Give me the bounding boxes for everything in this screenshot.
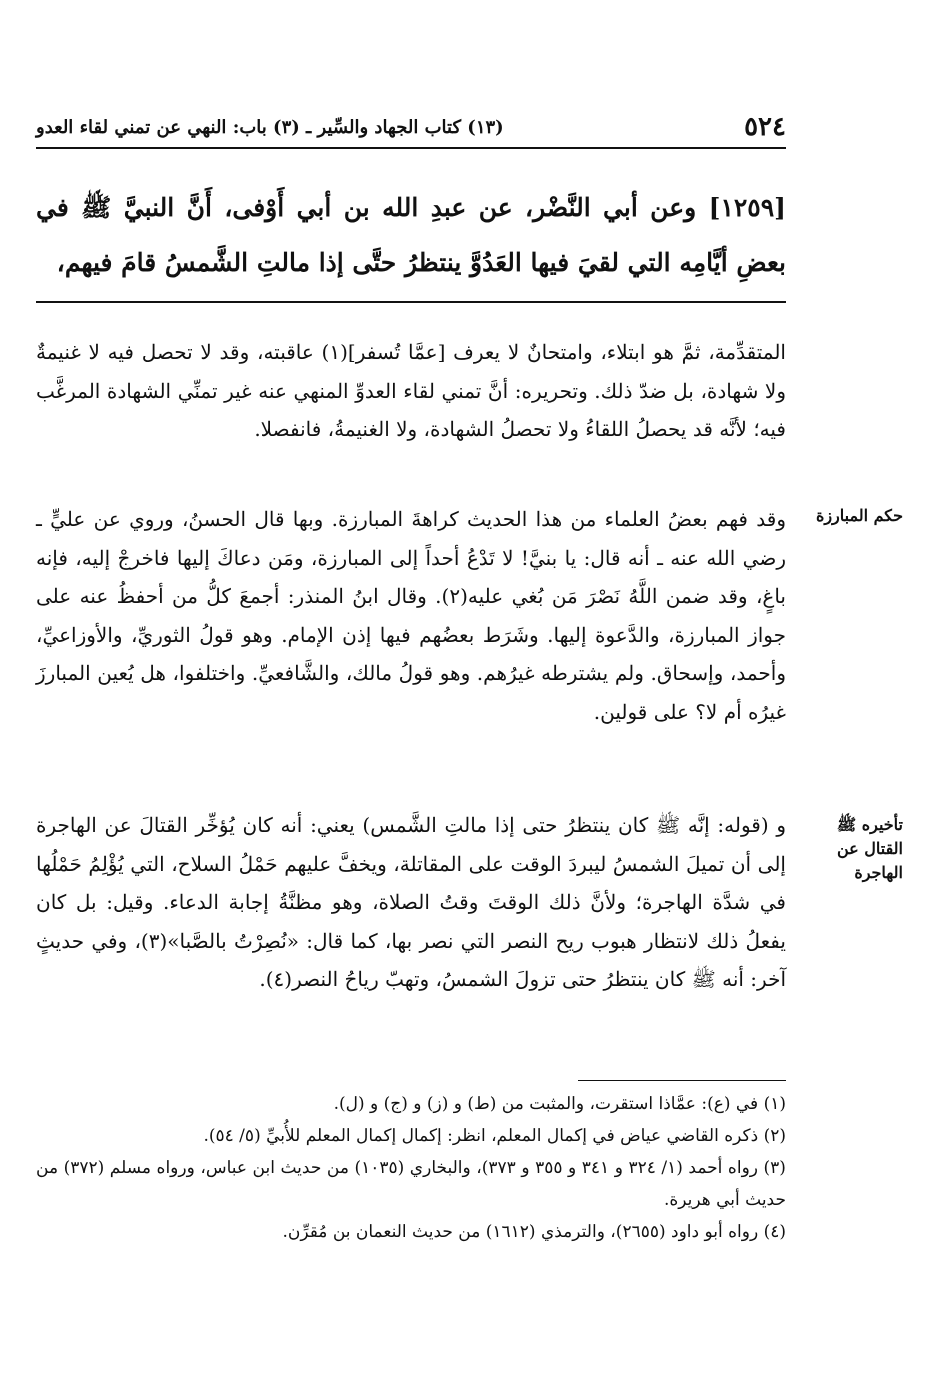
footnote-2: (٢) ذكره القاضي عياض في إكمال المعلم، انظر: إكمال إكمال المعلم للأُبيِّ (٥/ ٥٤). [203,1126,786,1146]
commentary-paragraph-2: وقد فهم بعضُ العلماء من هذا الحديث كراهةَ المبارزة. وبها قال الحسنُ، وروي عن عليٍّ ـ رضي الله عنه ـ أنه قال: يا بنيَّ! لا تَدْعُ أحداً إلى المبارزة، ومَن دعاكَ إليها فاخرجْ إليه، فإنه باغٍ، وقد ضمن اللَّهُ نَصْرَ مَن بُغي عليه(٢). وقال ابنُ المنذر: أجمعَ كلُّ من أحفظُ عنه على جواز المبارزة، والدَّعوة إليها. وشَرَط بعضُهم فيها إذن الإمام. وهو قولُ الثوريِّ، والأوزاعيِّ، وأحمد، وإسحاق. ولم يشترطه غيرُهم. وهو قولُ مالك، والشَّافعيِّ. واختلفوا، هل يُعين المبارزَ غيرُه أم لا؟ على قولين. [36,507,786,724]
running-title: (١٣) كتاب الجهاد والسِّير ـ (٣) باب: النهي عن تمني لقاء العدو [36,116,504,138]
hadith-text: [١٢٥٩] وعن أبي النَّضْر، عن عبدِ الله بن أبي أَوْفى، أَنَّ النبيَّ ﷺ في بعضِ أيَّامِه التي لقيَ فيها العَدُوَّ ينتظرُ حتَّى إذا مالتِ الشَّمسُ قامَ فيهم، [36,193,786,277]
footnotes [36,1088,786,1248]
margin-heading-delay-fighting: تأخيره ﷺ القتال عن الهاجرة [836,815,903,882]
commentary-paragraph-1: المتقدِّمة، ثمَّ هو ابتلاء، وامتحانٌ لا يعرف [عمَّا تُسفر](١) عاقبته، وقد لا تحصل فيه لا غنيمةٌ ولا شهادة، بل ضدّ ذلك. وتحريره: أنَّ تمني لقاء العدوِّ المنهي عنه غير تمنِّي الشهادة المرغَّب فيه؛ لأنَّه قد يحصلُ اللقاءُ ولا تحصلُ الشهادة، ولا الغنيمةُ، فانفصلا. [36,340,786,442]
commentary-paragraph-3: و (قوله: إنَّه ﷺ كان ينتظرُ حتى إذا مالتِ الشَّمس) يعني: أنه كان يُؤخِّر القتالَ عن الهاجرة إلى أن تميلَ الشمسُ ليبردَ الوقت على المقاتلة، ويخفَّ عليهم حَمْلُ السلاح، التي يُؤْلِمُ حَمْلُها في شدَّة الهاجرة؛ ولأنَّ ذلك الوقتَ وقتُ الصلاة، وهو مظنَّةُ إجابة الدعاء. وقيل: بل كان يفعلُ ذلك لانتظار هبوب ريح النصر التي نصر بها، كما قال: «نُصِرْتُ بالصَّبا»(٣)، وفي حديثٍ آخر: أنه ﷺ كان ينتظرُ حتى تزولَ الشمسُ، وتهبّ رياحُ النصر(٤). [36,813,786,992]
footnote-3: (٣) رواه أحمد (١/ ٣٢٤ و ٣٤١ و ٣٥٥ و ٣٧٣)، والبخاري (١٠٣٥) من حديث ابن عباس، ورواه مسلم (٣٧٢) من حديث أبي هريرة. [36,1158,786,1210]
footnote-4: (٤) رواه أبو داود (٢٦٥٥)، والترمذي (١٦١٢) من حديث النعمان بن مُقرِّن. [282,1222,786,1242]
footnote-1: (١) في (ع): عمَّاذا استقرت، والمثبت من (ط) و (ز) و (ج) و (ل). [333,1094,786,1114]
footnote-rule [578,1080,786,1081]
hadith-separator-rule [36,301,786,303]
page-header [36,112,786,142]
page-number: ٥٢٤ [744,112,786,142]
margin-heading-dueling: حكم المبارزة [815,506,903,525]
header-rule [36,147,786,149]
